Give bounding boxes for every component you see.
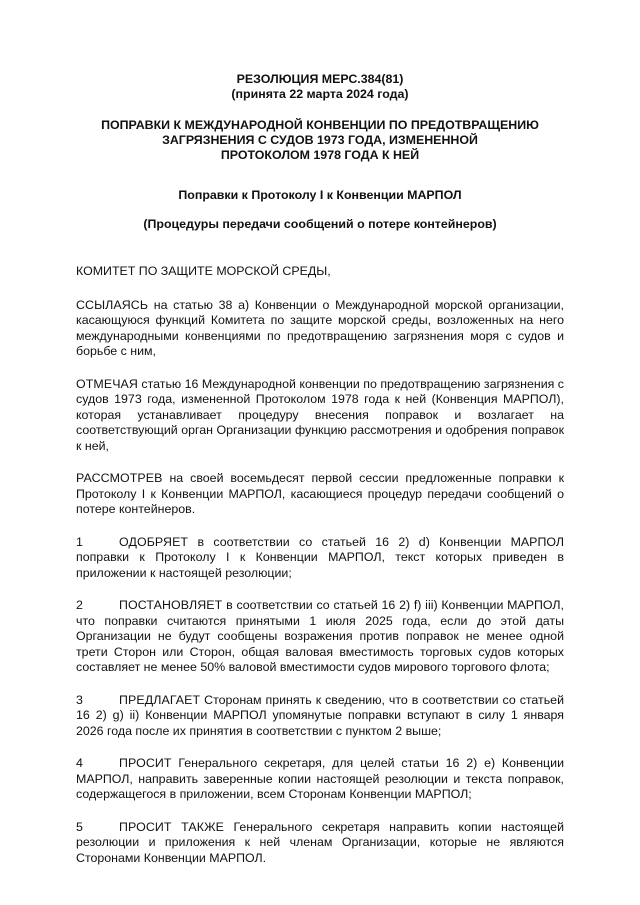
operative-lead-word: ПРОСИТ <box>119 756 172 770</box>
paragraph-number: 4 <box>76 756 83 770</box>
operative-lead-word: ПРОСИТ ТАКЖЕ <box>119 819 225 834</box>
paragraph-number: 1 <box>76 534 83 549</box>
preamble-recalling <box>76 298 564 360</box>
operative-text: Генерального секретаря направить копии настоящей резолюции и приложения к ней членам Организации, которые не являются Сторонами Конвенции МАРПОЛ. <box>76 819 564 865</box>
operative-text: Сторонам принять к сведению, что в соответствии со статьей 16 2) g) ii) Конвенции МАРПОЛ упомянутые поправки вступают в силу 1 января 2026 года после их принятия в соответствии с пунктом 2 выше; <box>76 692 564 738</box>
convention-title-line: ЗАГРЯЗНЕНИЯ С СУДОВ 1973 ГОДА, ИЗМЕНЕННОЙ <box>162 133 478 147</box>
operative-lead-word: ПРЕДЛАГАЕТ <box>119 692 201 707</box>
operative-text: Генерального секретаря, для целей статьи 16 2) e) Конвенции МАРПОЛ, направить заверенные копии настоящей резолюции и текста поправок, содержащегося в приложении, всем Сторонам Конвенции МАРПОЛ; <box>76 756 564 801</box>
amendments-subtitle: Поправки к Протоколу I к Конвенции МАРПОЛ <box>178 188 462 202</box>
preamble-text: на своей восемьдесят первой сессии предложенные поправки к Протоколу I к Конвенции МАРПОЛ, касающиеся процедур передачи сообщений о потере контейнеров. <box>76 471 564 516</box>
preamble-lead-word: РАССМОТРЕВ <box>76 471 163 485</box>
operative-paragraph-4 <box>76 756 564 803</box>
committee-heading: КОМИТЕТ ПО ЗАЩИТЕ МОРСКОЙ СРЕДЫ, <box>76 264 331 278</box>
operative-text: в соответствии со статьей 16 2) f) iii) Конвенции МАРПОЛ, что поправки считаются принятыми 1 июля 2025 года, если до этой даты Организации не будут сообщены возражения против поправок не менее одной трети Сторон или Сторон, общая валовая вместимость торговых судов которых составляет не менее 50% валовой вместимости судов мирового торгового флота; <box>76 598 564 674</box>
operative-paragraph-5 <box>76 820 564 867</box>
paragraph-number: 3 <box>76 692 83 707</box>
operative-paragraph-3 <box>76 693 564 740</box>
preamble-noting <box>76 377 564 455</box>
preamble-text: на статью 38 а) Конвенции о Международной морской организации, касающуюся функций Комитета по защите морской среды, возложенных на него международными конвенциями по предотвращению загрязнения моря с судов и борьбе с ним, <box>76 297 564 358</box>
convention-title-line: ПРОТОКОЛОМ 1978 ГОДА К НЕЙ <box>220 148 420 162</box>
preamble-lead-word: ОТМЕЧАЯ <box>76 376 138 391</box>
paragraph-number: 2 <box>76 598 83 612</box>
procedures-subtitle: (Процедуры передачи сообщений о потере контейнеров) <box>143 217 497 231</box>
convention-title-line: ПОПРАВКИ К МЕЖДУНАРОДНОЙ КОНВЕНЦИИ ПО ПРЕДОТВРАЩЕНИЮ <box>101 118 539 132</box>
resolution-number: РЕЗОЛЮЦИЯ МЕРС.384(81) <box>236 72 404 86</box>
convention-title <box>76 118 564 163</box>
operative-lead-word: ПОСТАНОВЛЯЕТ <box>119 598 223 612</box>
operative-text: в соответствии со статьей 16 2) d) Конвенции МАРПОЛ поправки к Протоколу I к Конвенции МАРПОЛ, текст которых приведен в приложении к настоящей резолюции; <box>76 534 564 580</box>
paragraph-number: 5 <box>76 819 83 834</box>
operative-paragraph-2 <box>76 598 564 676</box>
operative-paragraph-1 <box>76 535 564 582</box>
adoption-date: (принята 22 марта 2024 года) <box>231 87 409 101</box>
preamble-considered <box>76 471 564 518</box>
preamble-lead-word: ССЫЛАЯСЬ <box>76 297 149 312</box>
operative-lead-word: ОДОБРЯЕТ <box>119 534 189 549</box>
preamble-text: статью 16 Международной конвенции по предотвращению загрязнения с судов 1973 года, измененной Протоколом 1978 года к ней (Конвенция МАРПОЛ), которая устанавливает процедуру внесения поправок и возлагает на соответствующий орган Организации функцию рассмотрения и одобрения поправок к ней, <box>76 376 564 453</box>
